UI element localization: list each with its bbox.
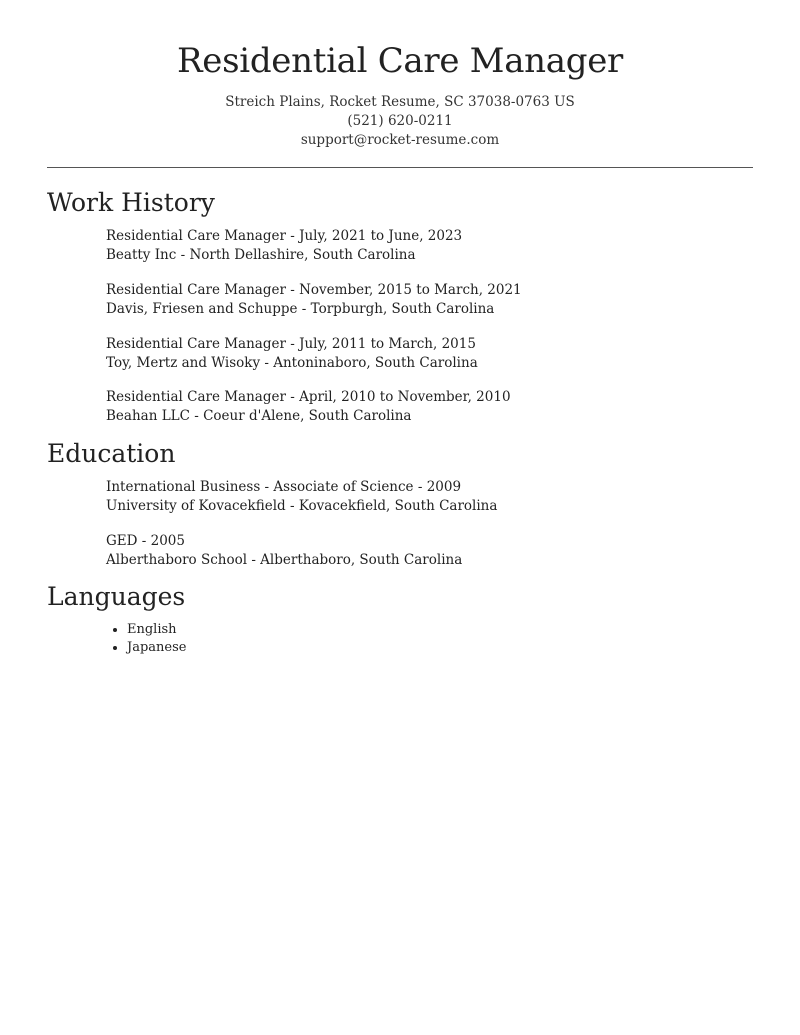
work-entry-company: Davis, Friesen and Schuppe - Torpburgh, South Carolina — [106, 301, 495, 317]
contact-address: Streich Plains, Rocket Resume, SC 37038-0763 US — [225, 94, 575, 110]
resume-title: Residential Care Manager — [177, 41, 623, 81]
contact-info — [0, 93, 800, 150]
education-entry — [106, 532, 462, 570]
work-entry — [106, 281, 522, 319]
work-entry-company: Toy, Mertz and Wisoky - Antoninaboro, South Carolina — [106, 355, 478, 371]
work-history-heading: Work History — [47, 188, 215, 217]
education-entry-degree: International Business - Associate of Science - 2009 — [106, 479, 462, 495]
work-entry — [106, 388, 511, 426]
work-entry — [106, 227, 462, 265]
work-entry-company: Beatty Inc - North Dellashire, South Carolina — [106, 247, 416, 263]
education-entry — [106, 478, 497, 516]
work-entry-title: Residential Care Manager - November, 2015 to March, 2021 — [106, 282, 522, 298]
work-entry-title: Residential Care Manager - July, 2021 to June, 2023 — [106, 228, 463, 244]
contact-phone: (521) 620-0211 — [347, 113, 453, 129]
contact-email: support@rocket-resume.com — [300, 132, 500, 148]
education-entry-degree: GED - 2005 — [106, 533, 185, 549]
languages-list — [106, 621, 186, 657]
education-entry-school: University of Kovacekfield - Kovacekfield, South Carolina — [106, 498, 498, 514]
education-heading: Education — [47, 439, 176, 468]
work-entry-company: Beahan LLC - Coeur d'Alene, South Carolina — [106, 408, 412, 424]
work-entry-title: Residential Care Manager - April, 2010 to November, 2010 — [106, 389, 511, 405]
education-entry-school: Alberthaboro School - Alberthaboro, South Carolina — [106, 552, 463, 568]
language-item: • Japanese — [127, 639, 186, 657]
work-entry-title: Residential Care Manager - July, 2011 to March, 2015 — [106, 336, 476, 352]
language-item: • English — [127, 621, 186, 639]
work-entry — [106, 335, 478, 373]
header-divider — [47, 167, 753, 168]
languages-heading: Languages — [47, 582, 186, 611]
